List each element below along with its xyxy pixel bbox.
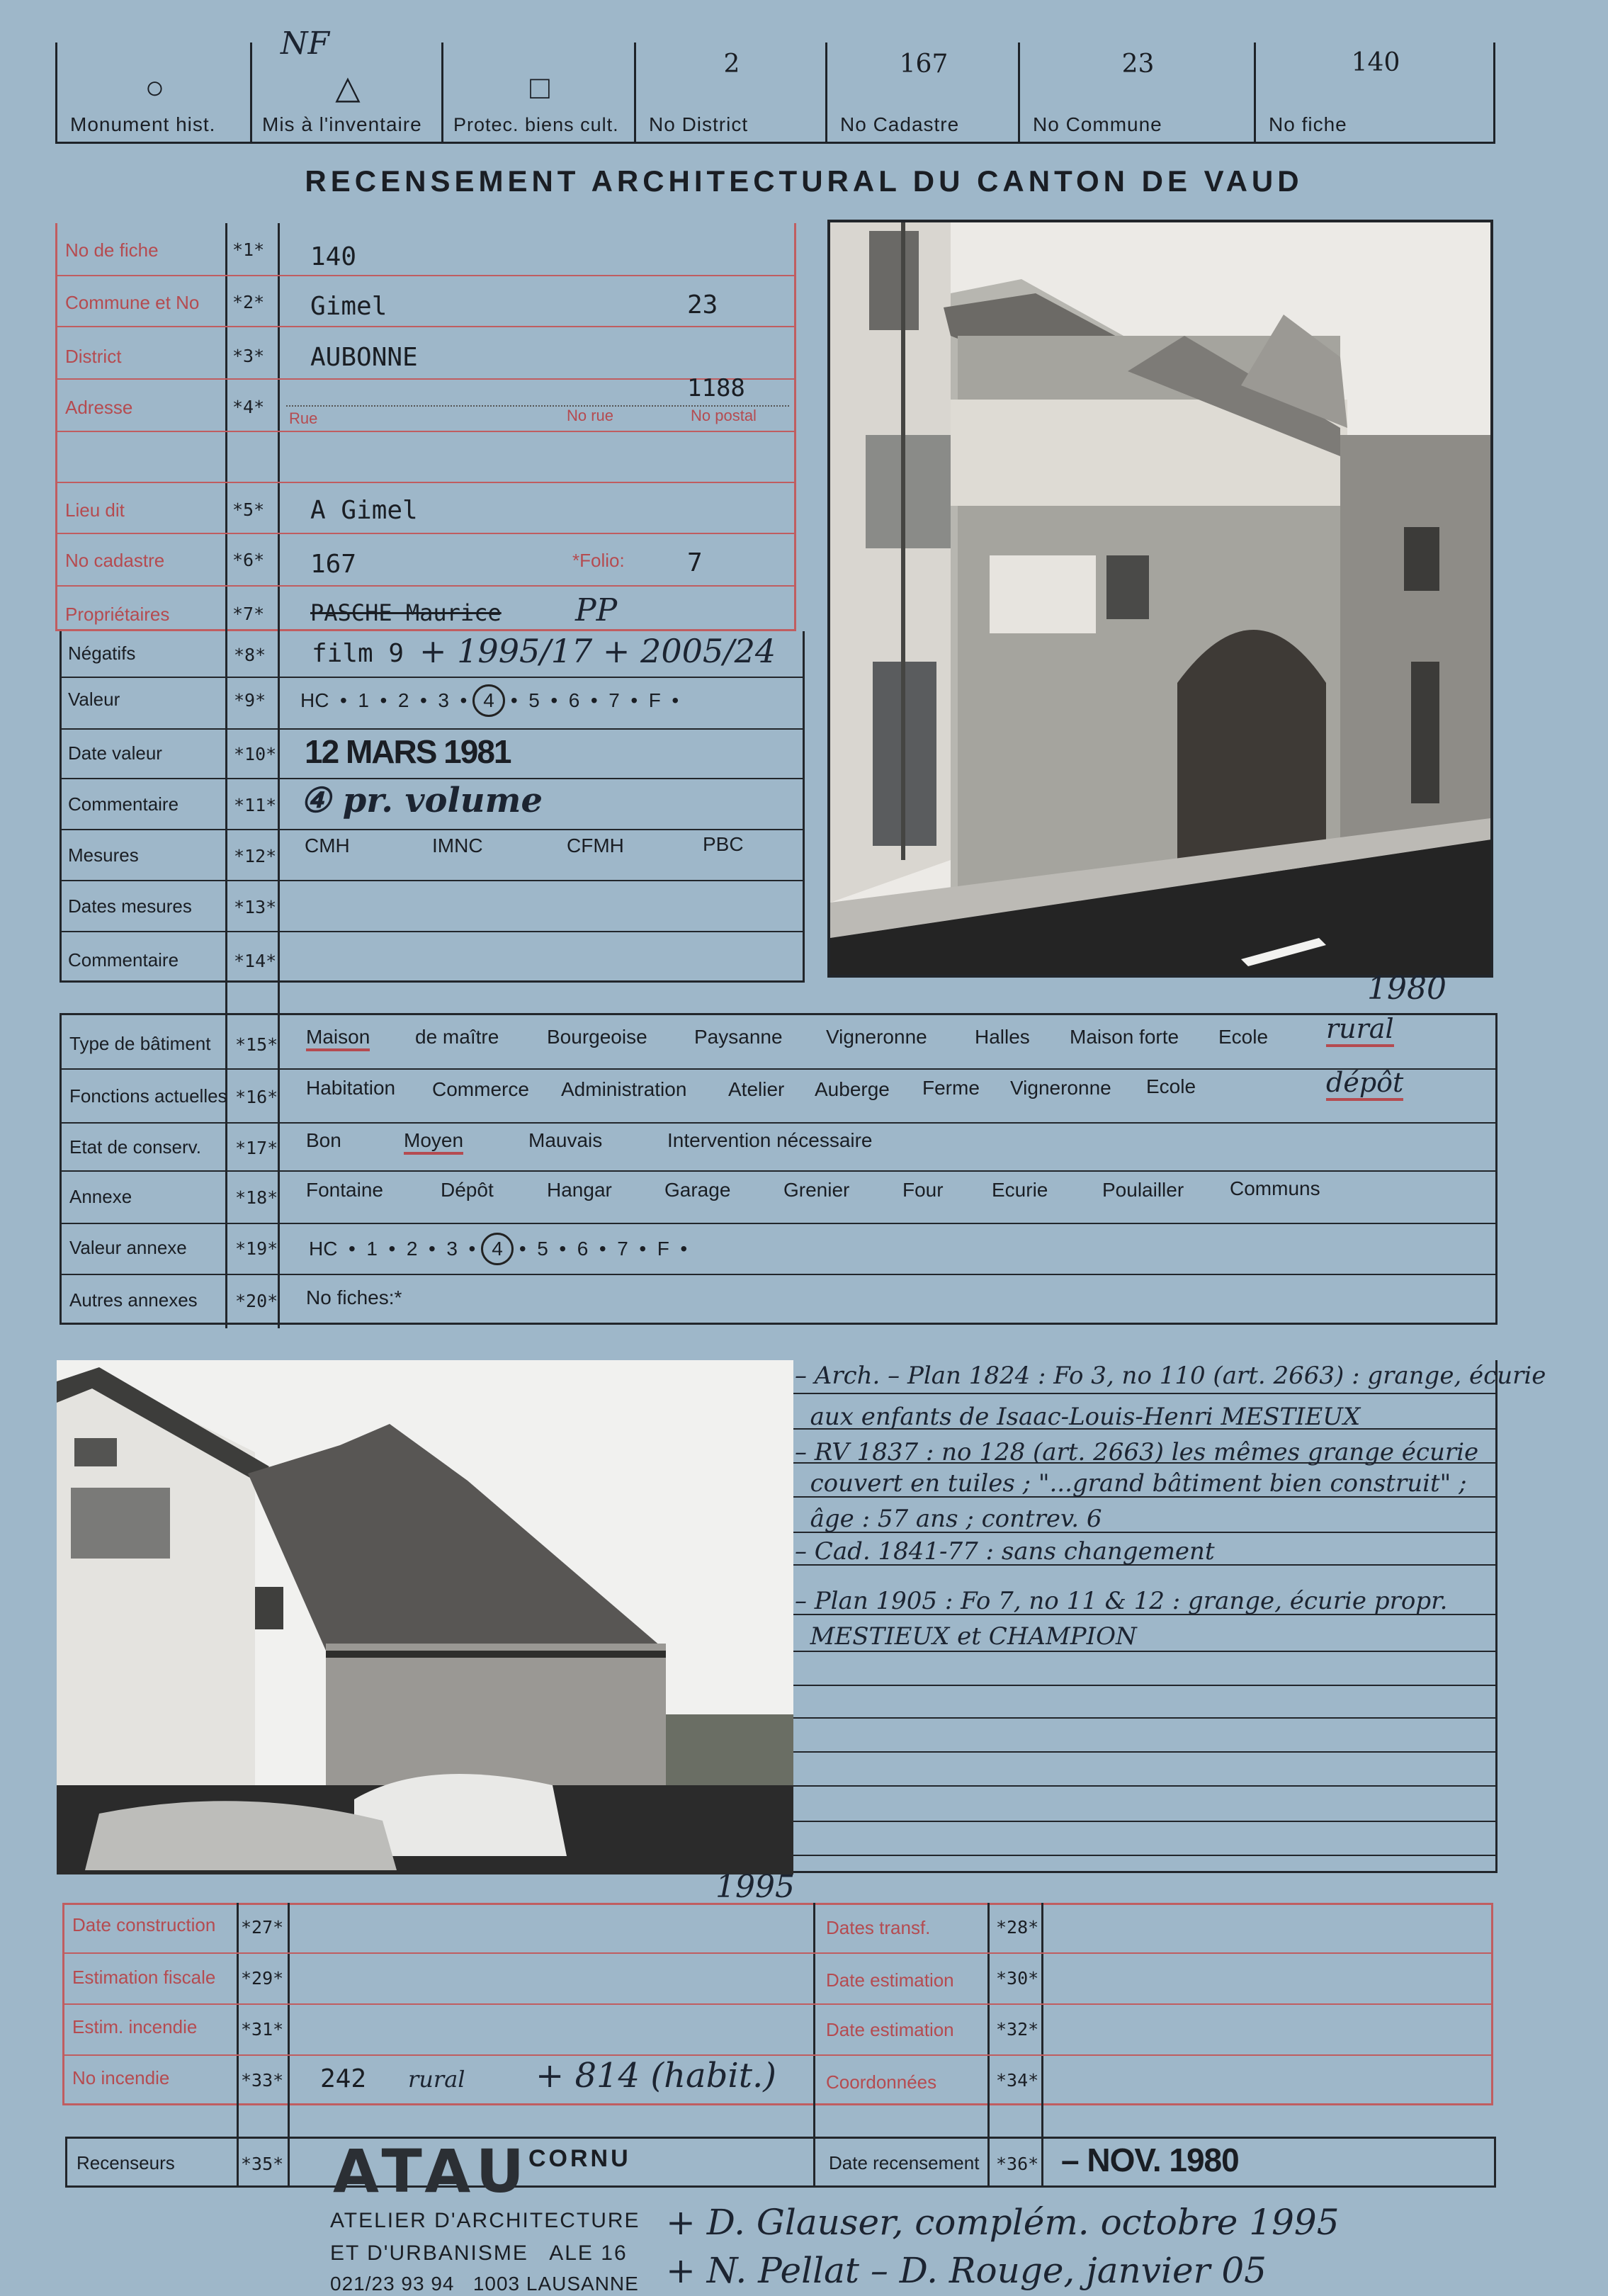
header-cell-cadastre	[825, 43, 1020, 142]
option-selected: 4	[481, 1233, 514, 1265]
value-commune-no: 23	[687, 290, 718, 319]
note-line: – Plan 1905 : Fo 7, no 11 & 12 : grange, écurie propr.	[795, 1587, 1448, 1615]
row-line	[60, 829, 805, 830]
option: Ferme	[922, 1077, 980, 1099]
value-autres-annexes: No fiches:*	[306, 1286, 402, 1308]
field-number: *10*	[234, 744, 277, 764]
fonctions-annotation: dépôt	[1326, 1067, 1403, 1101]
label-estim-incendie: Estim. incendie	[72, 2016, 198, 2037]
row-line	[60, 677, 805, 678]
option: 3	[446, 1238, 458, 1260]
header-value: 23	[1121, 50, 1155, 79]
field-number: *7*	[232, 604, 265, 624]
field-number: *18*	[235, 1187, 278, 1208]
field-number: *16*	[235, 1087, 278, 1107]
atau-logo: ATAU	[333, 2137, 531, 2206]
field-number: *15*	[235, 1034, 278, 1055]
label-proprietaires: Propriétaires	[65, 604, 170, 625]
row-line	[55, 431, 796, 432]
row-line	[55, 533, 796, 534]
header-value: 167	[899, 50, 949, 79]
header-annotation: NF	[281, 26, 330, 62]
field-number: *8*	[234, 645, 266, 665]
option: Halles	[975, 1026, 1030, 1048]
value-folio: 7	[687, 548, 703, 577]
row-line	[60, 728, 805, 730]
sub-label-rue: Rue	[289, 409, 318, 427]
option: 6	[568, 689, 580, 711]
field-number: *28*	[996, 1917, 1039, 1938]
note-rule	[793, 1685, 1497, 1686]
recenseur-name: CORNU	[528, 2145, 631, 2172]
row-line	[55, 378, 796, 380]
header-cell-commune	[1018, 43, 1256, 142]
option: CMH	[305, 835, 350, 856]
label-adresse: Adresse	[65, 397, 133, 418]
row-line	[55, 275, 796, 276]
header-cell-monument	[55, 43, 252, 142]
note-line: aux enfants de Isaac-Louis-Henri MESTIEUX	[795, 1403, 1361, 1431]
valeur-annexe-options: HC • 1 • 2 • 3 • 4 • 5 • 6 • 7 • F •	[309, 1233, 687, 1265]
field-number: *20*	[235, 1291, 278, 1311]
note-rule	[793, 1821, 1497, 1822]
field-number: *30*	[996, 1968, 1039, 1989]
value-negatifs: film 9	[312, 639, 404, 668]
building-photo-image	[830, 222, 1493, 978]
option: Atelier	[728, 1078, 785, 1100]
sub-label-no-rue: No rue	[567, 407, 614, 424]
note-rule	[793, 1785, 1497, 1787]
option: Intervention nécessaire	[667, 1129, 873, 1151]
option: IMNC	[432, 835, 483, 856]
field-number: *36*	[996, 2154, 1039, 2174]
option: Poulailler	[1102, 1179, 1184, 1201]
option: HC	[309, 1238, 338, 1260]
option: 2	[397, 689, 409, 711]
option: Dépôt	[441, 1179, 494, 1201]
row-line	[60, 1122, 1497, 1124]
option: 5	[528, 689, 540, 711]
option: 5	[537, 1238, 548, 1260]
commentaire-annotation: ④ pr. volume	[300, 781, 543, 820]
field-number: *11*	[234, 795, 277, 815]
header-label: No District	[649, 113, 749, 135]
label-fonctions: Fonctions actuelles	[69, 1085, 227, 1107]
note-line: MESTIEUX et CHAMPION	[795, 1622, 1137, 1651]
field-number: *33*	[241, 2070, 284, 2091]
header-label: No fiche	[1269, 113, 1347, 135]
label-mesures: Mesures	[68, 844, 139, 866]
option: Commerce	[432, 1078, 529, 1100]
option: Garage	[664, 1179, 731, 1201]
note-rule	[793, 1717, 1497, 1719]
field-number: *27*	[241, 1917, 284, 1938]
value-district: AUBONNE	[310, 343, 418, 372]
option: PBC	[703, 833, 744, 855]
label-no-cadastre: No cadastre	[65, 550, 165, 571]
field-number: *2*	[232, 292, 265, 312]
option: Four	[902, 1179, 944, 1201]
square-icon: □	[530, 69, 550, 106]
footer-annotation: + D. Glauser, complém. octobre 1995	[666, 2202, 1340, 2243]
building-photo-image	[57, 1360, 793, 1874]
field-number: *35*	[241, 2154, 284, 2174]
option: Maison forte	[1070, 1026, 1179, 1048]
sub-label-no-postal: No postal	[691, 407, 757, 424]
field-number: *31*	[241, 2019, 284, 2040]
field-number: *9*	[234, 690, 266, 711]
photo-caption-1995: 1995	[715, 1869, 795, 1905]
label-date-estimation: Date estimation	[826, 1969, 954, 1991]
label-annexe: Annexe	[69, 1186, 132, 1207]
label-dates-transf: Dates transf.	[826, 1917, 931, 1938]
option: Bon	[306, 1129, 341, 1151]
circle-icon: ○	[145, 69, 165, 106]
field-number: *3*	[232, 346, 265, 366]
page-title: RECENSEMENT ARCHITECTURAL DU CANTON DE VAUD	[305, 164, 1303, 198]
value-no-fiche: 140	[310, 242, 357, 271]
option: Paysanne	[694, 1026, 783, 1048]
label-date-recensement: Date recensement	[829, 2152, 980, 2173]
triangle-icon: △	[335, 69, 361, 106]
option: HC	[300, 689, 329, 711]
option: Vigneronne	[1010, 1077, 1111, 1099]
option: de maître	[415, 1026, 499, 1048]
label-dates-mesures: Dates mesures	[68, 895, 192, 917]
option: Habitation	[306, 1077, 396, 1099]
note-line: âge : 57 ans ; contrev. 6	[795, 1505, 1102, 1533]
option-selected: Moyen	[404, 1129, 463, 1155]
value-date-valeur: 12 MARS 1981	[305, 733, 511, 770]
option-selected: 4	[472, 684, 505, 717]
value-no-cadastre: 167	[310, 550, 357, 579]
negatifs-annotation: + 1995/17 + 2005/24	[419, 632, 776, 670]
value-proprietaires: PASCHE Maurice	[310, 599, 502, 626]
header-cell-protec	[441, 43, 636, 142]
label-estimation-fiscale: Estimation fiscale	[72, 1967, 216, 1988]
row-line	[60, 778, 805, 779]
row-line	[60, 1068, 1497, 1070]
row-line	[60, 1274, 1497, 1275]
label-valeur: Valeur	[68, 689, 120, 710]
value-commune: Gimel	[310, 292, 387, 321]
field-number: *29*	[241, 1968, 284, 1989]
note-rule	[793, 1651, 1497, 1652]
row-line	[62, 2054, 1493, 2056]
field-number: *13*	[234, 897, 277, 917]
label-autres-annexes: Autres annexes	[69, 1289, 198, 1311]
incendie-annotation: + 814 (habit.)	[536, 2056, 776, 2096]
option: F	[657, 1238, 669, 1260]
row-line	[62, 1952, 1493, 1954]
atelier-line: ET D'URBANISME ALE 16	[330, 2241, 628, 2265]
valeur-options: HC • 1 • 2 • 3 • 4 • 5 • 6 • 7 • F •	[300, 684, 679, 717]
row-line	[60, 1223, 1497, 1224]
incendie-annotation-rural: rural	[408, 2066, 465, 2093]
option: Administration	[561, 1078, 687, 1100]
label-type-batiment: Type de bâtiment	[69, 1033, 211, 1054]
field-number: *34*	[996, 2070, 1039, 2091]
label-negatifs: Négatifs	[68, 643, 136, 664]
section1-frame	[55, 223, 796, 631]
header-label: Monument hist.	[70, 113, 216, 135]
label-commentaire: Commentaire	[68, 793, 179, 815]
row-line	[60, 1170, 1497, 1172]
option-selected: Maison	[306, 1026, 370, 1051]
photo-1995	[57, 1360, 793, 1874]
option: CFMH	[567, 835, 624, 856]
note-line: couvert en tuiles ; "...grand bâtiment bien construit" ;	[795, 1469, 1467, 1498]
option: Fontaine	[306, 1179, 383, 1201]
atelier-line: 021/23 93 94 1003 LAUSANNE	[330, 2273, 639, 2295]
header-value: 2	[723, 50, 740, 79]
option: F	[648, 689, 661, 711]
header-label: Mis à l'inventaire	[262, 113, 422, 135]
field-number: *6*	[232, 550, 265, 570]
field-number: *17*	[235, 1138, 278, 1158]
option: 3	[438, 689, 449, 711]
row-line	[55, 585, 796, 587]
note-line: – Arch. – Plan 1824 : Fo 3, no 110 (art. 2663) : grange, écurie	[795, 1362, 1546, 1390]
option: Bourgeoise	[547, 1026, 647, 1048]
option: Ecole	[1218, 1026, 1269, 1048]
option: Hangar	[547, 1179, 612, 1201]
label-coordonnees: Coordonnées	[826, 2071, 937, 2093]
option: Auberge	[815, 1078, 890, 1100]
value-postal: 1188	[687, 374, 745, 402]
date-recensement-stamp: – NOV. 1980	[1061, 2142, 1239, 2178]
label-date-valeur: Date valeur	[68, 742, 162, 764]
header-cell-district	[634, 43, 827, 142]
header-label: No Cadastre	[840, 113, 960, 135]
field-number: *1*	[232, 239, 265, 260]
note-rule	[793, 1855, 1497, 1856]
section3-frame	[60, 1013, 1497, 1325]
type-annotation: rural	[1326, 1013, 1394, 1047]
option: 1	[366, 1238, 378, 1260]
option: Grenier	[783, 1179, 850, 1201]
photo-caption-1980: 1980	[1367, 971, 1446, 1007]
value-no-incendie: 242	[320, 2064, 367, 2093]
field-number: *4*	[232, 397, 265, 417]
label-commune: Commune et No	[65, 292, 200, 313]
header-cell-inventaire	[250, 26, 443, 142]
atelier-line: ATELIER D'ARCHITECTURE	[330, 2209, 640, 2232]
option: Vigneronne	[826, 1026, 927, 1048]
header-value: 140	[1351, 48, 1400, 77]
field-number: *19*	[235, 1238, 278, 1259]
header-label: Protec. biens cult.	[453, 114, 619, 135]
option: 2	[406, 1238, 418, 1260]
photo-1980	[827, 220, 1493, 978]
option: Ecurie	[992, 1179, 1048, 1201]
row-line	[55, 326, 796, 327]
header-cell-fiche	[1254, 43, 1495, 142]
row-line	[62, 2003, 1493, 2005]
note-line: – RV 1837 : no 128 (art. 2663) les mêmes grange écurie	[795, 1438, 1479, 1466]
label-no-incendie: No incendie	[72, 2067, 170, 2088]
row-line	[60, 931, 805, 932]
label-no-fiche: No de fiche	[65, 239, 159, 261]
label-recenseurs: Recenseurs	[77, 2152, 175, 2173]
note-rule	[793, 1751, 1497, 1753]
notes-frame	[793, 1360, 1497, 1873]
option: 6	[577, 1238, 589, 1260]
note-line: – Cad. 1841-77 : sans changement	[795, 1537, 1215, 1566]
label-district: District	[65, 346, 122, 367]
field-number: *12*	[234, 846, 277, 866]
field-number: *14*	[234, 951, 277, 971]
footer-annotation: + N. Pellat – D. Rouge, janvier 05	[666, 2250, 1267, 2291]
option: Ecole	[1146, 1075, 1196, 1097]
option: 7	[617, 1238, 628, 1260]
note-rule	[793, 1393, 1497, 1394]
label-etat: Etat de conserv.	[69, 1136, 201, 1158]
proprietaires-annotation: PP	[575, 592, 618, 628]
label-date-construction: Date construction	[72, 1914, 216, 1935]
option: 1	[358, 689, 369, 711]
header-label: No Commune	[1033, 113, 1162, 135]
option: Mauvais	[528, 1129, 603, 1151]
label-lieu-dit: Lieu dit	[65, 499, 125, 521]
option: Communs	[1230, 1177, 1320, 1199]
field-number: *5*	[232, 499, 265, 520]
label-commentaire-2: Commentaire	[68, 949, 179, 971]
label-folio: *Folio:	[572, 550, 625, 571]
row-line	[55, 482, 796, 483]
value-lieu-dit: A Gimel	[310, 496, 418, 525]
option: 7	[608, 689, 620, 711]
label-date-estimation-2: Date estimation	[826, 2019, 954, 2040]
label-valeur-annexe: Valeur annexe	[69, 1237, 187, 1258]
row-line	[60, 880, 805, 881]
field-number: *32*	[996, 2019, 1039, 2040]
